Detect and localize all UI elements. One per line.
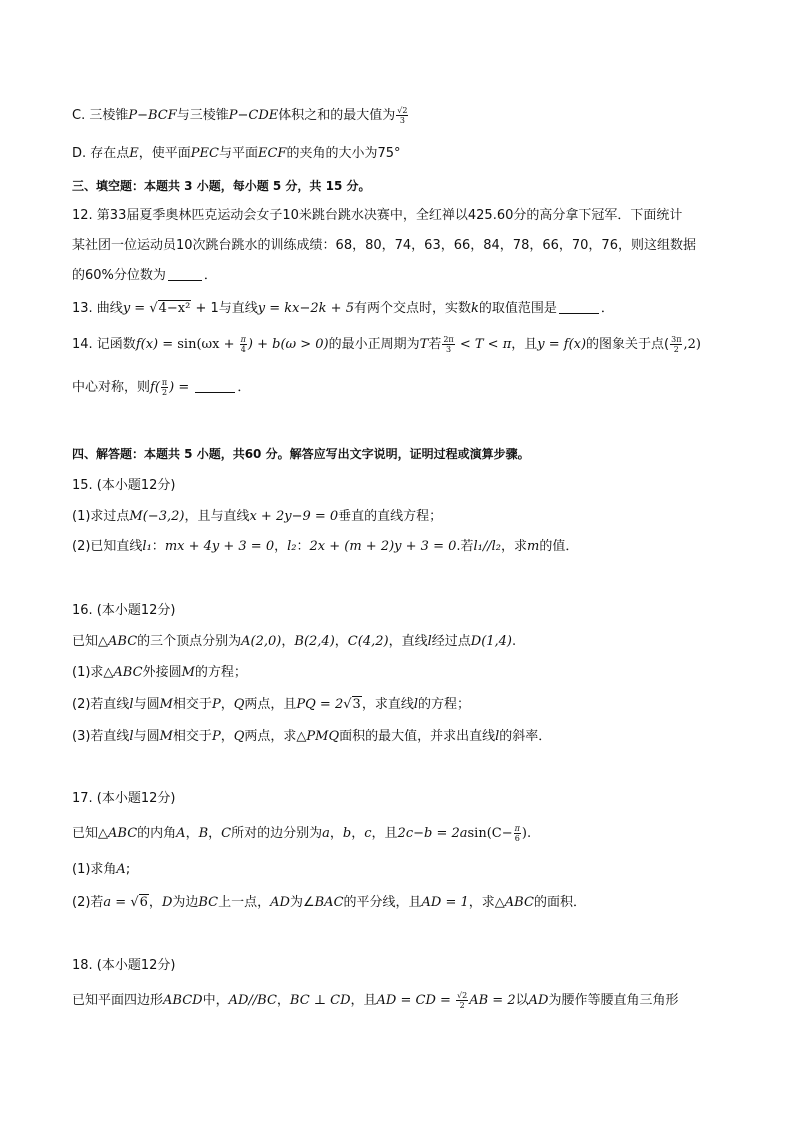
fraction-pi-over-4: $\frac{\pi}{4}$ xyxy=(240,335,246,354)
q12-line1: 12. 第33届夏季奥林匹克运动会女子10米跳台跳水决赛中，全红禅以425.60分的高分拿下冠军．下面统计 xyxy=(72,208,683,223)
fraction-pi-over-6: $\frac{\pi}{6}$ xyxy=(514,824,520,843)
fraction-sqrt2-over-3: $\frac{√2}{3}$ xyxy=(397,106,408,125)
q16-part2: (2)若直线l与圆M相交于P，Q两点，且PQ = 2√3，求直线l的方程； xyxy=(72,697,471,712)
q14-line2: 中心对称，则f( $\frac{\pi}{2}$ ) = ． xyxy=(72,378,251,397)
option-d: D. 存在点E，使平面PEC与平面ECF的夹角的大小为75° xyxy=(72,146,401,161)
fraction-sqrt2-over-2: $\frac{√2}{2}$ xyxy=(457,991,468,1010)
q15-part2: (2)已知直线l₁：mx + 4y + 3 = 0，l₂：2x + (m + 2)y + 3 = 0.若l₁//l₂，求m的值． xyxy=(72,539,579,554)
q12-line3: 的60%分位数为 ． xyxy=(72,268,217,283)
q17-part2: (2)若a = √6，D为边BC上一点，AD为∠BAC的平分线，且AD = 1，求△ABC的面积． xyxy=(72,895,586,910)
q17-stem: 已知△ABC的内角A，B，C所对的边分别为a，b，c，且2c−b = 2asin(C− $\frac{\pi}{6}$ ). xyxy=(72,824,532,843)
q12-line2: 某社团一位运动员10次跳台跳水的训练成绩：68，80，74，63，66，84，78，66，70，76，则这组数据 xyxy=(72,238,696,253)
sqrt-symbol: √ xyxy=(343,697,352,712)
answer-blank[interactable] xyxy=(559,300,599,314)
q18-title: 18. (本小题12分) xyxy=(72,958,176,973)
answer-blank[interactable] xyxy=(168,267,202,281)
q14-line1: 14. 记函数f(x) = sin(ωx + $\frac{\pi}{4}$ ) + b(ω > 0)的最小正周期为T若 $\frac{2\pi}{3}$ < T < π，且y = f(x)的图象关于点( $\frac{3\pi}{2}$ ,2) xyxy=(72,335,701,354)
option-c: C. 三棱锥P−BCF与三棱锥P−CDE体积之和的最大值为 $\frac{√2}{3}$ xyxy=(72,106,408,125)
sqrt-symbol: √ xyxy=(149,301,158,316)
q16-part3: (3)若直线l与圆M相交于P，Q两点，求△PMQ面积的最大值，并求出直线l的斜率． xyxy=(72,729,552,744)
q18-stem: 已知平面四边形ABCD中，AD//BC，BC ⊥ CD，且AD = CD = $\frac{√2}{2}$ AB = 2以AD为腰作等腰直角三角形 xyxy=(72,991,679,1010)
fraction-2pi-over-3: $\frac{2\pi}{3}$ xyxy=(443,335,454,354)
answer-blank[interactable] xyxy=(195,379,235,393)
q16-stem: 已知△ABC的三个顶点分别为A(2,0)，B(2,4)，C(4,2)，直线l经过点D(1,4). xyxy=(72,634,517,649)
q13: 13. 曲线y = √4−x² + 1与直线y = kx−2k + 5有两个交点时，实数k的取值范围是 ． xyxy=(72,301,614,316)
q15-part1: (1)求过点M(−3,2)，且与直线x + 2y−9 = 0垂直的直线方程； xyxy=(72,509,443,524)
q16-title: 16. (本小题12分) xyxy=(72,603,176,618)
q17-part1: (1)求角A; xyxy=(72,862,131,877)
section-3-heading: 三、填空题：本题共 3 小题，每小题 5 分，共 15 分。 xyxy=(72,179,371,193)
fraction-3pi-over-2: $\frac{3\pi}{2}$ xyxy=(671,335,682,354)
sqrt-symbol: √ xyxy=(130,895,139,910)
section-4-heading: 四、解答题：本题共 5 小题，共60 分。解答应写出文字说明，证明过程或演算步骤。 xyxy=(72,447,530,461)
fraction-pi-over-2: $\frac{\pi}{2}$ xyxy=(161,378,168,397)
q16-part1: (1)求△ABC外接圆M的方程； xyxy=(72,665,247,680)
q15-title: 15. (本小题12分) xyxy=(72,478,176,493)
q17-title: 17. (本小题12分) xyxy=(72,791,176,806)
